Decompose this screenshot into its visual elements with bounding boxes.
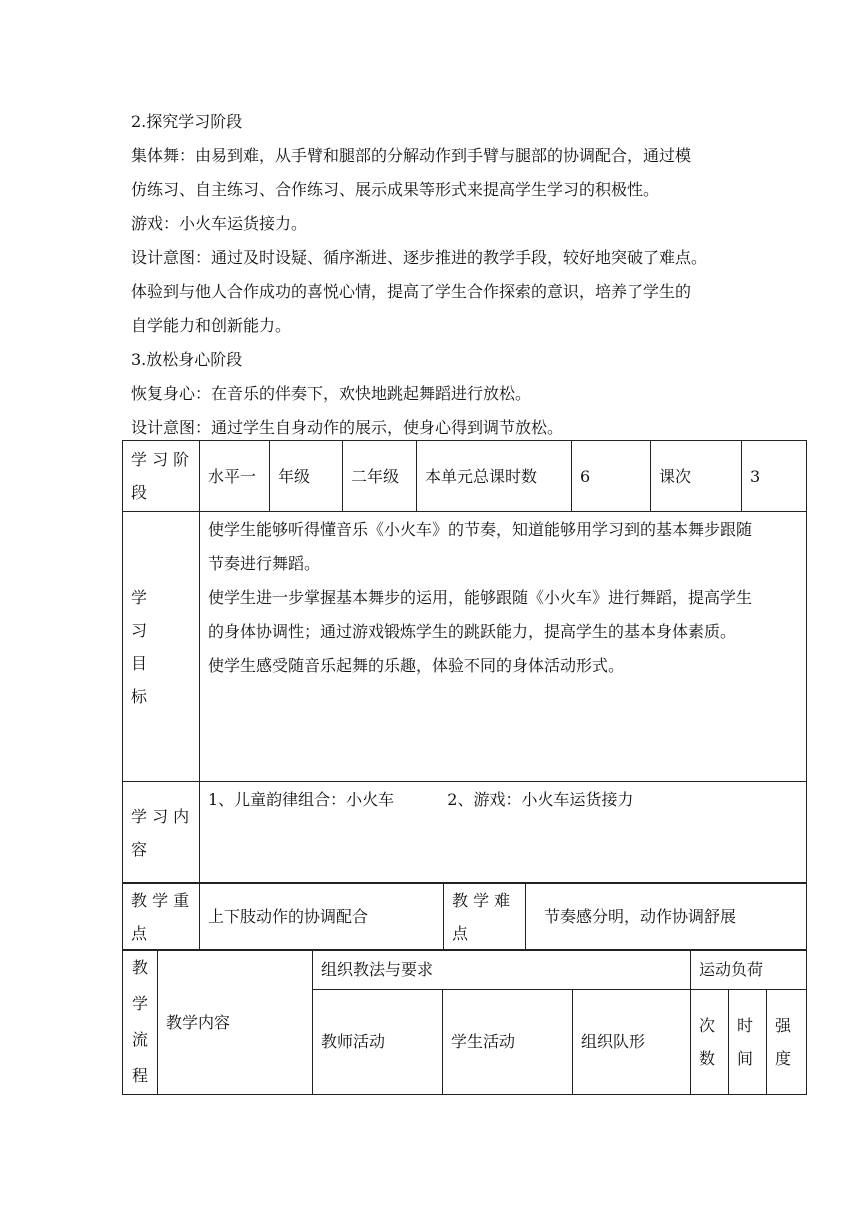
- content-item-1: 1、儿童韵律组合：小火车: [208, 790, 395, 809]
- teacher-activity-header: 教师活动: [313, 989, 443, 1094]
- flow-label: 教 学 流 程: [123, 950, 158, 1095]
- objective-line: 的身体协调性；通过游戏锻炼学生的跳跃能力，提高学生的基本身体素质。: [208, 622, 737, 641]
- section-heading-relax: 3.放松身心阶段: [131, 350, 243, 369]
- student-activity-header: 学生活动: [443, 989, 573, 1094]
- stage-label-cell: 学 习 阶 段: [123, 441, 200, 512]
- lesson-label: 课次: [651, 441, 742, 512]
- key-points-label-cell: 教 学 重 点: [123, 883, 200, 951]
- total-hours-value: 6: [572, 441, 651, 512]
- time-header: 时 间: [729, 989, 767, 1094]
- paragraph-line: 设计意图：通过学生自身动作的展示，使身心得到调节放松。: [131, 418, 564, 437]
- objectives-cell: [200, 512, 807, 782]
- paragraph-line: 自学能力和创新能力。: [131, 316, 292, 335]
- difficulty-label: 教 学 难: [452, 890, 511, 910]
- lesson-value: 3: [742, 441, 807, 512]
- difficulty-label-cell: 教 学 难 点: [444, 883, 526, 951]
- paragraph-line: 体验到与他人合作成功的喜悦心情，提高了学生合作探索的意识，培养了学生的: [131, 282, 692, 301]
- level-cell: 水平一: [200, 441, 270, 512]
- objective-line: 使学生感受随音乐起舞的乐趣，体验不同的身体活动形式。: [208, 656, 625, 675]
- paragraph-line: 仿练习、自主练习、合作练习、展示成果等形式来提高学生学习的积极性。: [131, 180, 660, 199]
- objectives-label: 学 习 目 标: [123, 512, 200, 782]
- paragraph-line: 恢复身心：在音乐的伴奏下，欢快地跳起舞蹈进行放松。: [131, 384, 532, 403]
- key-points-value: 上下肢动作的协调配合: [200, 883, 444, 951]
- key-points-label: 教 学 重: [131, 890, 190, 910]
- teaching-content-header: 教学内容: [158, 950, 313, 1095]
- paragraph-line: 游戏：小火车运货接力。: [131, 214, 308, 233]
- intensity-header: 强 度: [767, 989, 807, 1094]
- objective-line: 使学生进一步掌握基本舞步的运用，能够跟随《小火车》进行舞蹈，提高学生: [208, 588, 753, 607]
- objective-line: 使学生能够听得懂音乐《小火车》的节奏，知道能够用学习到的基本舞步跟随: [208, 520, 753, 539]
- content-cell: [200, 782, 807, 884]
- grade-label: 年级: [270, 441, 343, 512]
- content-item-2: 2、游戏：小火车运货接力: [447, 790, 634, 809]
- objective-line: 节奏进行舞蹈。: [208, 554, 321, 573]
- paragraph-line: 设计意图：通过及时设疑、循序渐进、逐步推进的教学手段，较好地突破了难点。: [131, 248, 708, 267]
- stage-label: 学 习 阶: [131, 450, 190, 469]
- section-heading-explore: 2.探究学习阶段: [131, 112, 243, 131]
- total-hours-label: 本单元总课时数: [417, 441, 572, 512]
- focus-table: [122, 882, 807, 951]
- formation-header: 组织队形: [573, 989, 691, 1094]
- paragraph-line: 集体舞：由易到难，从手臂和腿部的分解动作到手臂与腿部的协调配合，通过模: [131, 146, 692, 165]
- times-header: 次 数: [691, 989, 729, 1094]
- lesson-plan-table: [122, 440, 807, 884]
- flow-table: [122, 949, 807, 1095]
- content-label: 学 习 内: [131, 806, 190, 826]
- organization-header: 组织教法与要求: [313, 950, 691, 990]
- grade-value: 二年级: [343, 441, 417, 512]
- content-label-cell: 学 习 内 容: [123, 782, 200, 884]
- difficulty-value: 节奏感分明，动作协调舒展: [526, 883, 807, 951]
- exercise-load-header: 运动负荷: [691, 950, 807, 990]
